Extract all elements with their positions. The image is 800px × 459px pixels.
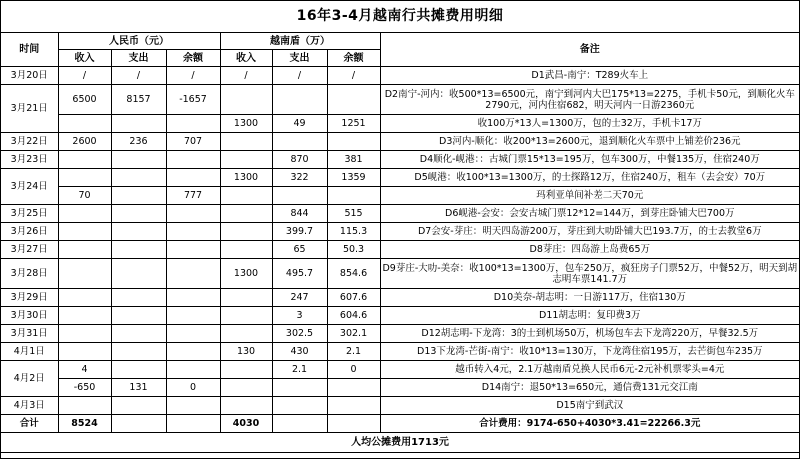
row-date: 3月20日 xyxy=(1,67,58,85)
footer-row xyxy=(1,433,799,453)
table-row xyxy=(1,187,799,205)
rmb-balance-cell xyxy=(166,205,220,223)
rmb-balance-cell xyxy=(166,325,220,343)
vnd-expense-cell xyxy=(272,133,327,151)
rmb-balance-cell: 0 xyxy=(166,379,220,397)
vnd-income-cell: 1300 xyxy=(220,169,272,187)
note-cell: D10美奈-胡志明：一日游117万，住宿130万 xyxy=(380,289,799,307)
vnd-balance-cell: 1359 xyxy=(327,169,380,187)
vnd-expense-cell: 65 xyxy=(272,241,327,259)
rmb-expense-cell xyxy=(111,115,166,133)
rmb-balance-cell xyxy=(166,361,220,379)
vnd-balance-cell xyxy=(327,133,380,151)
rmb-income-cell xyxy=(58,241,111,259)
total-rmb-balance xyxy=(166,415,220,433)
rmb-balance-cell xyxy=(166,151,220,169)
note-cell: 收100万*13人=1300万，包的士32万，手机卡17万 xyxy=(380,115,799,133)
note-cell: D14南宁：退50*13=650元，通信费131元交江南 xyxy=(380,379,799,397)
table-row xyxy=(1,289,799,307)
rmb-income-cell xyxy=(58,259,111,289)
vnd-balance-cell: 302.1 xyxy=(327,325,380,343)
vnd-expense-cell xyxy=(272,379,327,397)
rmb-income-cell xyxy=(58,169,111,187)
vnd-expense-cell: 302.5 xyxy=(272,325,327,343)
table-row xyxy=(1,205,799,223)
rmb-income-cell xyxy=(58,325,111,343)
total-rmb-expense xyxy=(111,415,166,433)
rmb-income-cell xyxy=(58,397,111,415)
rmb-expense-cell xyxy=(111,397,166,415)
row-date: 3月29日 xyxy=(1,289,58,307)
header-vnd-expense: 支出 xyxy=(272,50,327,67)
rmb-balance-cell: -1657 xyxy=(166,85,220,115)
rmb-income-cell: / xyxy=(58,67,111,85)
rmb-expense-cell xyxy=(111,205,166,223)
row-date: 3月31日 xyxy=(1,325,58,343)
total-vnd-expense xyxy=(272,415,327,433)
table-row xyxy=(1,259,799,289)
vnd-income-cell: 130 xyxy=(220,343,272,361)
vnd-balance-cell: 854.6 xyxy=(327,259,380,289)
table-row xyxy=(1,397,799,415)
row-date: 3月23日 xyxy=(1,151,58,169)
vnd-balance-cell: 1251 xyxy=(327,115,380,133)
rmb-balance-cell xyxy=(166,397,220,415)
rmb-expense-cell: / xyxy=(111,67,166,85)
note-cell: D11胡志明：复印费3万 xyxy=(380,307,799,325)
total-vnd-income: 4030 xyxy=(220,415,272,433)
note-cell: D7会安-芽庄：明天四岛游200万，芽庄到大叻卧铺大巴193.7万，的士去教堂6万 xyxy=(380,223,799,241)
table-row xyxy=(1,223,799,241)
row-date: 3月27日 xyxy=(1,241,58,259)
row-date: 3月28日 xyxy=(1,259,58,289)
rmb-income-cell xyxy=(58,223,111,241)
note-cell: D5岘港：收100*13=1300万，的士探路12万，住宿240万，租车（去会安）70万 xyxy=(380,169,799,187)
vnd-income-cell: 1300 xyxy=(220,259,272,289)
vnd-expense-cell: 2.1 xyxy=(272,361,327,379)
vnd-balance-cell: 0 xyxy=(327,361,380,379)
rmb-income-cell: 6500 xyxy=(58,85,111,115)
rmb-balance-cell xyxy=(166,223,220,241)
vnd-balance-cell: 515 xyxy=(327,205,380,223)
total-vnd-balance xyxy=(327,415,380,433)
rmb-expense-cell: 8157 xyxy=(111,85,166,115)
vnd-expense-cell: 844 xyxy=(272,205,327,223)
vnd-expense-cell xyxy=(272,85,327,115)
note-cell: D3河内-顺化：收200*13=2600元，退到顺化火车票中上铺差价236元 xyxy=(380,133,799,151)
note-cell: D6岘港-会安：会安古城门票12*12=144万，到芽庄卧铺大巴700万 xyxy=(380,205,799,223)
header-vnd-balance: 余额 xyxy=(327,50,380,67)
rmb-income-cell xyxy=(58,343,111,361)
table-row xyxy=(1,361,799,379)
table-row xyxy=(1,67,799,85)
row-date: 3月25日 xyxy=(1,205,58,223)
vnd-expense-cell: 322 xyxy=(272,169,327,187)
vnd-expense-cell: 870 xyxy=(272,151,327,169)
rmb-expense-cell xyxy=(111,187,166,205)
rmb-expense-cell xyxy=(111,223,166,241)
vnd-balance-cell: 2.1 xyxy=(327,343,380,361)
table-row xyxy=(1,133,799,151)
header-note: 备注 xyxy=(380,33,799,67)
vnd-balance-cell xyxy=(327,85,380,115)
table-row xyxy=(1,343,799,361)
vnd-balance-cell xyxy=(327,379,380,397)
rmb-income-cell xyxy=(58,115,111,133)
table-row xyxy=(1,379,799,397)
rmb-expense-cell xyxy=(111,241,166,259)
note-cell: 越币转入4元，2.1万越南盾兑换人民币6元-2元补机票零头=4元 xyxy=(380,361,799,379)
total-row xyxy=(1,415,799,433)
row-date: 3月22日 xyxy=(1,133,58,151)
table-row xyxy=(1,307,799,325)
vnd-income-cell xyxy=(220,289,272,307)
header-rmb-income: 收入 xyxy=(58,50,111,67)
vnd-expense-cell xyxy=(272,187,327,205)
vnd-income-cell xyxy=(220,85,272,115)
vnd-balance-cell: 50.3 xyxy=(327,241,380,259)
header-rmb-balance: 余额 xyxy=(166,50,220,67)
vnd-balance-cell: 381 xyxy=(327,151,380,169)
vnd-balance-cell xyxy=(327,397,380,415)
vnd-income-cell xyxy=(220,379,272,397)
rmb-income-cell: 70 xyxy=(58,187,111,205)
rmb-expense-cell xyxy=(111,325,166,343)
vnd-expense-cell: 399.7 xyxy=(272,223,327,241)
vnd-expense-cell: 247 xyxy=(272,289,327,307)
vnd-expense-cell: 49 xyxy=(272,115,327,133)
table-row xyxy=(1,169,799,187)
rmb-balance-cell: 777 xyxy=(166,187,220,205)
rmb-income-cell xyxy=(58,307,111,325)
rmb-income-cell xyxy=(58,205,111,223)
note-cell: D13下龙湾-芒街-南宁：收10*13=130万，下龙湾住宿195万，去芒街包车235万 xyxy=(380,343,799,361)
rmb-expense-cell: 236 xyxy=(111,133,166,151)
rmb-expense-cell xyxy=(111,343,166,361)
vnd-income-cell xyxy=(220,151,272,169)
vnd-balance-cell: 115.3 xyxy=(327,223,380,241)
vnd-balance-cell: / xyxy=(327,67,380,85)
vnd-expense-cell: 495.7 xyxy=(272,259,327,289)
vnd-expense-cell: 430 xyxy=(272,343,327,361)
row-date: 4月3日 xyxy=(1,397,58,415)
rmb-balance-cell xyxy=(166,259,220,289)
rmb-balance-cell xyxy=(166,169,220,187)
table-row xyxy=(1,151,799,169)
table-row xyxy=(1,241,799,259)
rmb-expense-cell xyxy=(111,307,166,325)
table-row xyxy=(1,85,799,115)
header-row-top xyxy=(1,33,799,50)
vnd-income-cell xyxy=(220,205,272,223)
total-note: 合计费用：9174-650+4030*3.41=22266.3元 xyxy=(380,415,799,433)
header-vnd: 越南盾（万） xyxy=(220,33,380,50)
vnd-income-cell xyxy=(220,361,272,379)
per-person-cost: 人均公摊费用1713元 xyxy=(1,433,799,453)
table-row xyxy=(1,115,799,133)
total-rmb-income: 8524 xyxy=(58,415,111,433)
vnd-balance-cell: 607.6 xyxy=(327,289,380,307)
row-date: 4月1日 xyxy=(1,343,58,361)
vnd-income-cell xyxy=(220,325,272,343)
note-cell: D15南宁到武汉 xyxy=(380,397,799,415)
header-rmb: 人民币（元） xyxy=(58,33,220,50)
rmb-income-cell xyxy=(58,289,111,307)
row-date: 3月24日 xyxy=(1,169,58,205)
vnd-income-cell: / xyxy=(220,67,272,85)
rmb-expense-cell xyxy=(111,259,166,289)
note-cell: D1武昌-南宁：T289火车上 xyxy=(380,67,799,85)
rmb-expense-cell xyxy=(111,361,166,379)
vnd-balance-cell xyxy=(327,187,380,205)
rmb-balance-cell xyxy=(166,289,220,307)
rmb-expense-cell xyxy=(111,289,166,307)
rmb-income-cell: -650 xyxy=(58,379,111,397)
total-label: 合计 xyxy=(1,415,58,433)
rmb-income-cell: 4 xyxy=(58,361,111,379)
vnd-expense-cell xyxy=(272,397,327,415)
rmb-expense-cell xyxy=(111,169,166,187)
rmb-income-cell xyxy=(58,151,111,169)
rmb-balance-cell xyxy=(166,343,220,361)
rmb-balance-cell xyxy=(166,241,220,259)
row-date: 3月21日 xyxy=(1,85,58,133)
table-row xyxy=(1,325,799,343)
vnd-income-cell: 1300 xyxy=(220,115,272,133)
header-vnd-income: 收入 xyxy=(220,50,272,67)
vnd-income-cell xyxy=(220,187,272,205)
note-cell: D2南宁-河内：收500*13=6500元，南宁到河内大巴175*13=2275，手机卡50元，到顺化火车2790元，河内住宿682，明天河内一日游2360元 xyxy=(380,85,799,115)
sheet-title: 16年3-4月越南行共摊费用明细 xyxy=(1,1,799,33)
vnd-income-cell xyxy=(220,223,272,241)
expense-table xyxy=(1,33,799,453)
rmb-income-cell: 2600 xyxy=(58,133,111,151)
rmb-expense-cell: 131 xyxy=(111,379,166,397)
vnd-balance-cell: 604.6 xyxy=(327,307,380,325)
vnd-income-cell xyxy=(220,133,272,151)
rmb-balance-cell: 707 xyxy=(166,133,220,151)
rmb-balance-cell xyxy=(166,115,220,133)
row-date: 4月2日 xyxy=(1,361,58,397)
note-cell: D4顺化-岘港：：古城门票15*13=195万，包车300万，中餐135万，住宿240万 xyxy=(380,151,799,169)
vnd-expense-cell: 3 xyxy=(272,307,327,325)
vnd-income-cell xyxy=(220,307,272,325)
note-cell: D12胡志明-下龙湾：3的士到机场50万，机场包车去下龙湾220万，早餐32.5万 xyxy=(380,325,799,343)
note-cell: D9芽庄-大叻-美奈：收100*13=1300万，包车250万，疯狂房子门票52万，中餐52万，明天到胡志明车票141.7万 xyxy=(380,259,799,289)
note-cell: 玛利亚单间补差二天70元 xyxy=(380,187,799,205)
rmb-balance-cell: / xyxy=(166,67,220,85)
vnd-income-cell xyxy=(220,397,272,415)
rmb-balance-cell xyxy=(166,307,220,325)
header-time: 时间 xyxy=(1,33,58,67)
row-date: 3月26日 xyxy=(1,223,58,241)
rmb-expense-cell xyxy=(111,151,166,169)
header-rmb-expense: 支出 xyxy=(111,50,166,67)
vnd-expense-cell: / xyxy=(272,67,327,85)
row-date: 3月30日 xyxy=(1,307,58,325)
note-cell: D8芽庄：四岛游上岛费65万 xyxy=(380,241,799,259)
vnd-income-cell xyxy=(220,241,272,259)
